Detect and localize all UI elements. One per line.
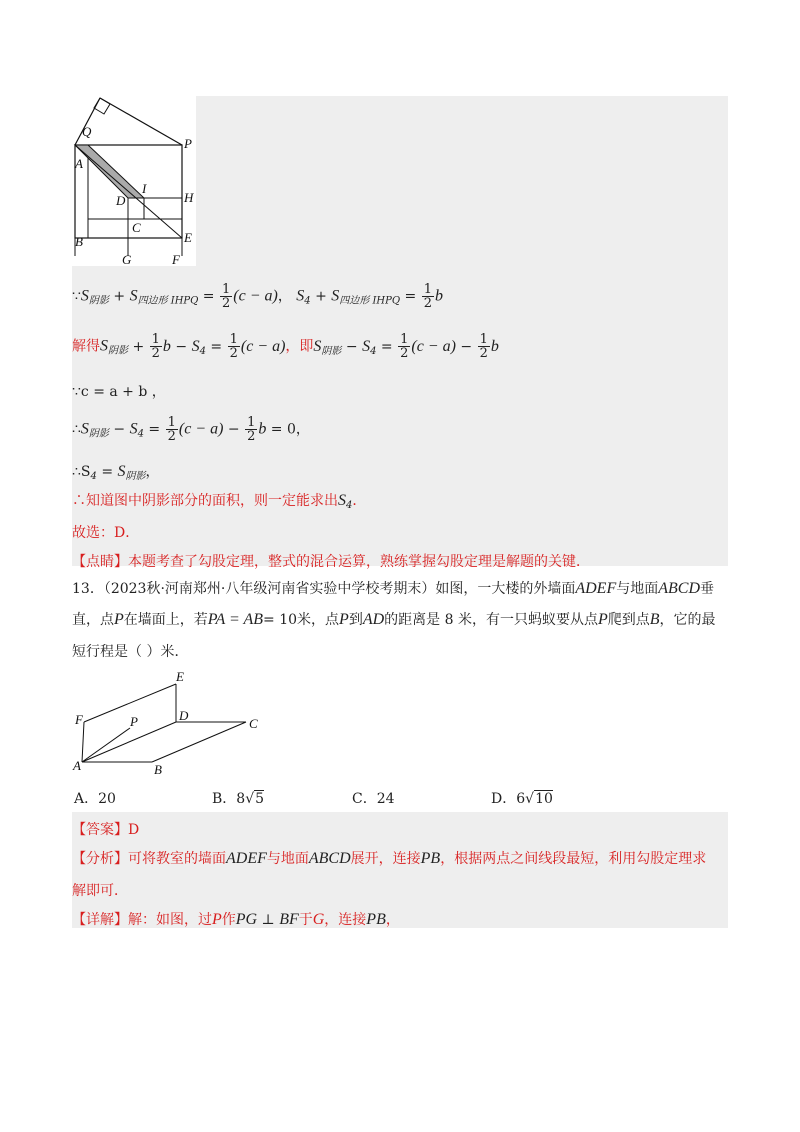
sub-shadow-2: 阴影 (108, 345, 128, 357)
jiede: 解得 (72, 338, 100, 355)
sub-quad: 四边形 IHPQ (137, 295, 199, 307)
because-sign: ∵ (72, 288, 81, 305)
figure-pythagoras (72, 96, 196, 266)
option-d: D．6√10 (491, 791, 553, 807)
analysis-line-2: 解即可． (72, 883, 128, 899)
solution-line-5: $\therefore S_4 = S_{阴影}$， (72, 463, 160, 482)
fig1-label-D: D (116, 193, 126, 208)
option-a: A．20 (74, 791, 116, 807)
sub-shadow: 阴影 (88, 295, 109, 307)
jishi: ，即 (285, 338, 314, 355)
fig1-label-F: F (172, 252, 180, 266)
fig2-label-A: A (73, 758, 81, 773)
solution-line-2: 解得$S_{阴影}$ + $\frac{1}{2}$ $b - S_4$ = $\frac{1}{2}$ (c − a)，即$S_{阴影} - S_4$ = $\frac{1}{2}$ (c − a) − $\frac{1}{2}$ b (72, 332, 499, 361)
figure-wall-floor (72, 670, 272, 780)
q13-line-3: 短行程是（ ）米． (72, 644, 189, 660)
fig2-label-E: E (176, 670, 184, 684)
fig1-label-C: C (132, 220, 141, 235)
sub-quad-2: 四边形 IHPQ (339, 295, 401, 307)
c-minus-a: (c − a) (233, 287, 278, 305)
solution-line-4: $\therefore S_{阴影} - S_4$ = $\frac{1}{2}$ (c − a) − $\frac{1}{2}$ b = 0， (72, 415, 310, 444)
fig2-label-F: F (75, 712, 83, 727)
analysis-line-1: 【分析】可将教室的墙面ADEF与地面ABCD展开，连接PB，根据两点之间线段最短，利用勾股定理求 (72, 850, 707, 867)
fig1-label-B: B (75, 234, 83, 249)
fig2-label-D: D (179, 708, 189, 723)
option-c: C．24 (352, 791, 395, 807)
solution-line-1: $\because S_{阴影} + S_{四边形 IHPQ}$ = $\frac{1}{2}$ (c − a)， $S_4 + S_{四边形 IHPQ}$ = $\frac{1}{2}$ b (72, 282, 443, 311)
q13-line-2: 直，点P在墙面上，若PA = AB= 10米，点P到AD的距离是 8 米，有一只蚂蚁要从点P爬到点B，它的最 (72, 611, 716, 628)
detail-line: 【详解】解：如图，过P作PG ⊥ BF于G，连接PB， (72, 911, 400, 928)
fig1-label-A: A (75, 156, 83, 171)
fig1-label-Q: Q (82, 124, 92, 139)
fig1-label-E: E (184, 230, 192, 245)
fig2-label-C: C (249, 716, 258, 731)
solution-line-7: 故选：D． (72, 525, 140, 541)
solution-line-6: ∴知道图中阴影部分的面积，则一定能求出$S_4$． (72, 492, 367, 511)
dianjing-line: 【点睛】本题考查了勾股定理，整式的混合运算，熟练掌握勾股定理是解题的关键． (72, 554, 590, 570)
fig2-label-P: P (130, 714, 138, 729)
frac-half: $\frac{1}{2}$ (221, 282, 231, 311)
q13-line-1: 13．（2023秋·河南郑州·八年级河南省实验中学校考期末）如图，一大楼的外墙面ADEF与地面ABCD垂 (72, 580, 714, 597)
fig1-label-P: P (184, 136, 192, 151)
sub-4: 4 (304, 295, 311, 307)
fig1-label-I: I (142, 181, 147, 196)
option-b: B．8√5 (212, 791, 265, 807)
frac-half-2: $\frac{1}{2}$ (423, 282, 432, 311)
fig1-label-H: H (184, 190, 194, 205)
fig2-label-B: B (154, 762, 162, 777)
var-b: b (435, 287, 443, 305)
solution-line-3: ∵c = a + b ， (72, 384, 166, 400)
answer-line: 【答案】D (72, 822, 140, 838)
comma: ， (277, 288, 292, 305)
fig1-label-G: G (122, 252, 132, 266)
